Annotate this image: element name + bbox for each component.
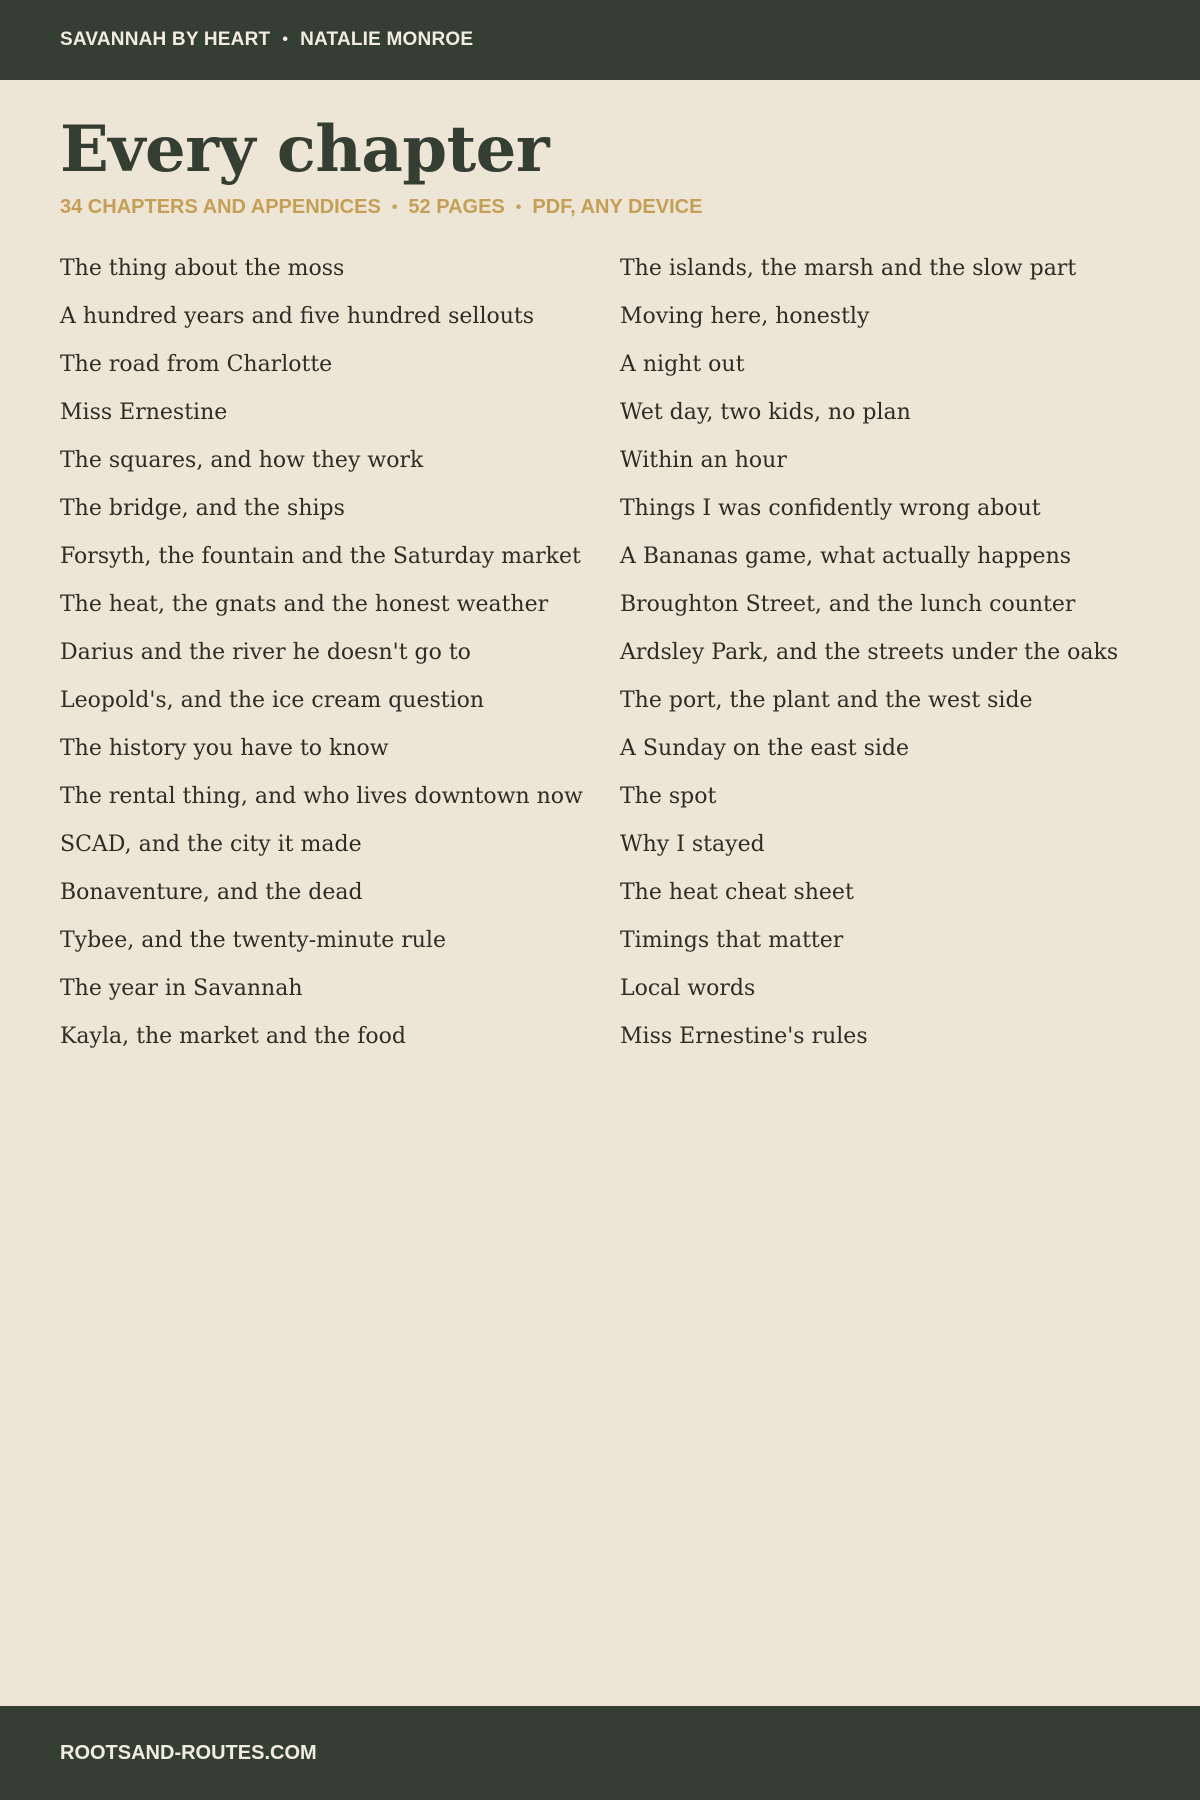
chapter-item: The squares, and how they work (60, 448, 424, 473)
chapter-item: A hundred years and five hundred sellouts (60, 304, 535, 329)
chapter-item: The history you have to know (60, 736, 389, 761)
chapter-item: SCAD, and the city it made (60, 832, 362, 857)
chapter-item: Local words (620, 976, 756, 1001)
chapter-list (60, 250, 1160, 1066)
meta-pages: 52 PAGES (408, 196, 505, 218)
page-meta (60, 196, 702, 219)
meta-format: PDF, ANY DEVICE (532, 196, 703, 218)
chapter-item: The islands, the marsh and the slow part (620, 256, 1077, 281)
meta-separator: • (515, 198, 522, 216)
chapter-item: Moving here, honestly (620, 304, 870, 329)
chapter-item: The heat, the gnats and the honest weather (60, 592, 549, 617)
book-title: SAVANNAH BY HEART (60, 29, 271, 50)
chapter-item: The rental thing, and who lives downtown now (60, 784, 583, 809)
bottom-bar (0, 1706, 1200, 1800)
chapter-item: Tybee, and the twenty-minute rule (60, 928, 446, 953)
chapter-item: The bridge, and the ships (60, 496, 345, 521)
chapter-item: Why I stayed (620, 832, 765, 857)
chapter-item: Forsyth, the fountain and the Saturday market (60, 544, 581, 569)
top-bar (0, 0, 1200, 80)
chapter-item: The spot (620, 784, 717, 809)
chapter-item: The thing about the moss (60, 256, 345, 281)
header-separator: • (282, 31, 289, 48)
chapter-item: Within an hour (620, 448, 787, 473)
chapter-item: A night out (620, 352, 745, 377)
chapter-item: Broughton Street, and the lunch counter (620, 592, 1076, 617)
chapter-item: Darius and the river he doesn't go to (60, 640, 471, 665)
chapter-item: Miss Ernestine's rules (620, 1024, 868, 1049)
chapter-item: The heat cheat sheet (620, 880, 854, 905)
chapter-item: Kayla, the market and the food (60, 1024, 406, 1049)
chapter-column-left (60, 250, 620, 1066)
site-url: ROOTSAND-ROUTES.COM (60, 1741, 317, 1764)
chapter-item: The road from Charlotte (60, 352, 333, 377)
chapter-item: Timings that matter (620, 928, 844, 953)
chapter-item: Leopold's, and the ice cream question (60, 688, 485, 713)
chapter-item: Wet day, two kids, no plan (620, 400, 911, 425)
page-title: Every chapter (60, 112, 550, 187)
chapter-item: Bonaventure, and the dead (60, 880, 363, 905)
chapter-item: A Sunday on the east side (620, 736, 910, 761)
chapter-item: Things I was confidently wrong about (620, 496, 1041, 521)
chapter-column-right (620, 250, 1160, 1066)
chapter-item: Miss Ernestine (60, 400, 228, 425)
meta-separator: • (391, 198, 398, 216)
chapter-item: The year in Savannah (60, 976, 303, 1001)
chapter-item: A Bananas game, what actually happens (620, 544, 1072, 569)
author-name: NATALIE MONROE (300, 29, 474, 50)
meta-chapters: 34 CHAPTERS AND APPENDICES (60, 196, 381, 218)
chapter-item: Ardsley Park, and the streets under the oaks (620, 640, 1119, 665)
chapter-item: The port, the plant and the west side (620, 688, 1033, 713)
